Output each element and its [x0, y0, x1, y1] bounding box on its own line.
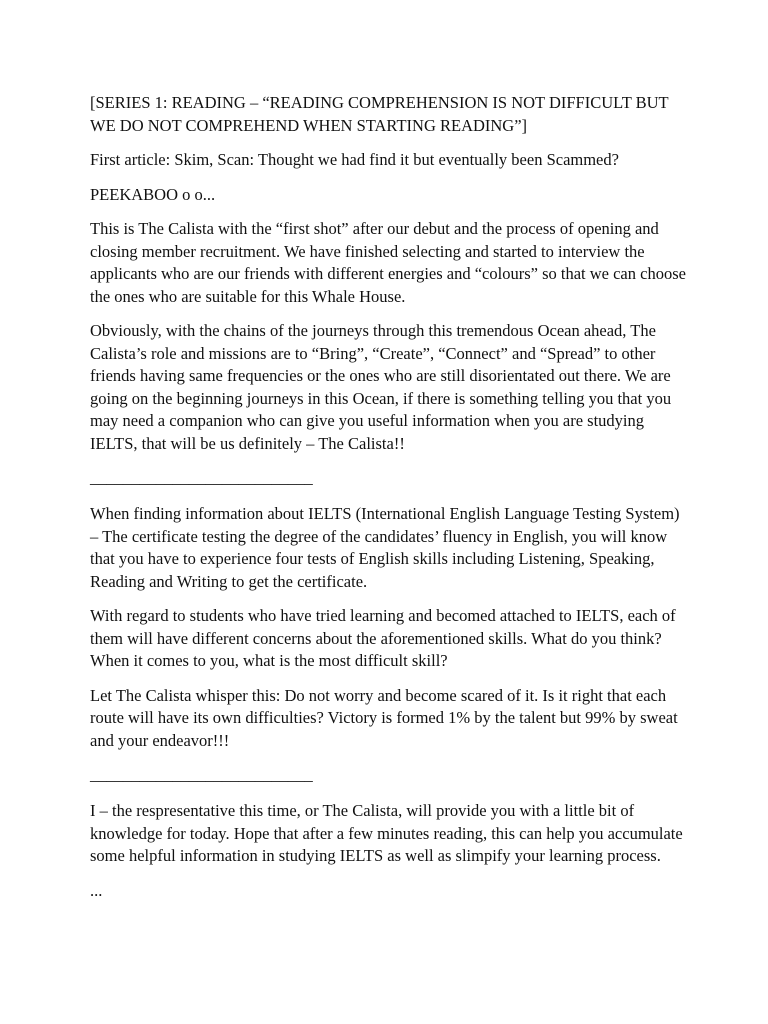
ielts-paragraph-2: With regard to students who have tried learning and becomed attached to IELTS, each of them will have different concerns about the aforementioned skills. What do you think? When it comes to you, what is the most difficult skill? — [90, 606, 676, 670]
ielts-paragraph-1: When finding information about IELTS (International English Language Testing System) – The certificate testing the degree of the candidates’ fluency in English, you will know that you have to experience four tests of English skills including Listening, Speaking, Reading and Writing to get the certificate. — [90, 504, 680, 591]
closing-paragraph: I – the respresentative this time, or The Calista, will provide you with a little bit of knowledge for today. Hope that after a few minutes reading, this can help you accumulate some helpful information in studying IELTS as well as slimpify your learning process. — [90, 801, 683, 865]
ellipsis: ... — [90, 880, 103, 900]
series-header: [SERIES 1: READING – “READING COMPREHENSION IS NOT DIFFICULT BUT WE DO NOT COMPREHEND WHEN STARTING READING”] — [90, 93, 669, 135]
ielts-paragraph-3: Let The Calista whisper this: Do not worry and become scared of it. Is it right that each route will have its own difficulties? Victory is formed 1% by the talent but 99% by sweat and your endeavor!!! — [90, 685, 678, 750]
separator-line-1: ___________________________ — [90, 468, 313, 487]
greeting: PEEKABOO o o... — [90, 184, 216, 204]
article-title: First article: Skim, Scan: Thought we had find it but eventually been Scammed? — [90, 150, 619, 169]
intro-paragraph-1: This is The Calista with the “first shot” after our debut and the process of opening and closing member recruitment. We have finished selecting and started to interview the applicants who are our friends with different energies and “colours” so that we can choose the ones who are suitable for this Whale House. — [90, 219, 686, 306]
intro-paragraph-2: Obviously, with the chains of the journeys through this tremendous Ocean ahead, The Calista’s role and missions are to “Bring”, “Create”, “Connect” and “Spread” to other friends having same frequencies or the ones who are still disorientated out there. We are going on the beginning journeys in this Ocean, if there is something telling you that you may need a companion who can give you useful information when you are studying IELTS, that will be us definitely – The Calista!! — [90, 321, 672, 453]
separator-line-2: ___________________________ — [90, 765, 313, 784]
